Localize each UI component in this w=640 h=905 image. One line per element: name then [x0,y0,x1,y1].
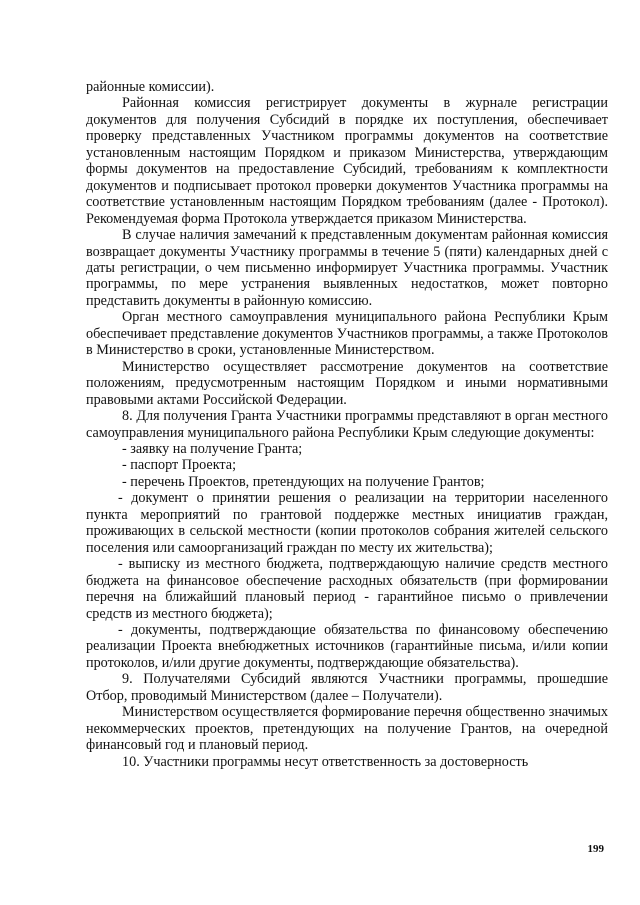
paragraph-remarks: В случае наличия замечаний к представленным документам районная комиссия возвращает документы Участнику программы в течение 5 (пяти) календарных дней с даты регистрации, о чем письменно информирует Участника программы. Участник программы, по мере устранения выявленных недостатков, может повторно представить документы в районную комиссию. [86,227,608,309]
paragraph-ministry-list: Министерством осуществляется формирование перечня общественно значимых некоммерческих проектов, претендующих на получение Грантов, на очередной финансовый год и плановый период. [86,704,608,754]
paragraph-item-8: 8. Для получения Гранта Участники программы представляют в орган местного самоуправления муниципального района Республики Крым следующие документы: [86,408,608,441]
list-item: - документ о принятии решения о реализации на территории населенного пункта мероприятий по грантовой поддержке местных инициатив граждан, проживающих в сельской местности (копии протоколов собрания жителей сельского поселения или самоорганизаций граждан по месту их жительства); [86,490,608,556]
list-item: - заявку на получение Гранта; [122,440,303,457]
list-item: - паспорт Проекта; [122,457,237,474]
document-body [86,79,608,770]
list-item: - перечень Проектов, претендующих на получение Грантов; [122,473,485,490]
page-number: 199 [587,843,604,855]
paragraph-ministry-review: Министерство осуществляет рассмотрение документов на соответствие положениям, предусмотренным настоящим Порядком и иными нормативными правовыми актами Российской Федерации. [86,358,608,408]
paragraph-item-10: 10. Участники программы несут ответственность за достоверность [122,753,529,770]
paragraph-local-government: Орган местного самоуправления муниципального района Республики Крым обеспечивает представление документов Участников программы, а также Протоколов в Министерство в сроки, установленные Министерством. [86,309,608,359]
paragraph-item-9: 9. Получателями Субсидий являются Участники программы, прошедшие Отбор, проводимый Министерством (далее – Получатели). [86,671,608,704]
paragraph-continuation: районные комиссии). [86,79,215,95]
list-item: - документы, подтверждающие обязательства по финансовому обеспечению реализации Проекта внебюджетных источников (гарантийные письма, и/или копии протоколов, и/или другие документы, подтверждающие обязательства). [86,621,608,671]
paragraph-registration: Районная комиссия регистрирует документы в журнале регистрации документов для получения Субсидий в порядке их поступления, обеспечивает проверку представленных Участником программы документов на соответствие установленным настоящим Порядком и приказом Министерства, утверждающим формы документов на предоставление Субсидий, требованиям к комплектности документов и подписывает протокол проверки документов Участника программы на соответствие установленным настоящим Порядком требованиям (далее - Протокол). Рекомендуемая форма Протокола утверждается приказом Министерства. [86,95,608,227]
list-item: - выписку из местного бюджета, подтверждающую наличие средств местного бюджета на финансовое обеспечение расходных обязательств (при формировании перечня на ближайший плановый период - гарантийное письмо о привлечении средств из местного бюджета); [86,556,608,622]
